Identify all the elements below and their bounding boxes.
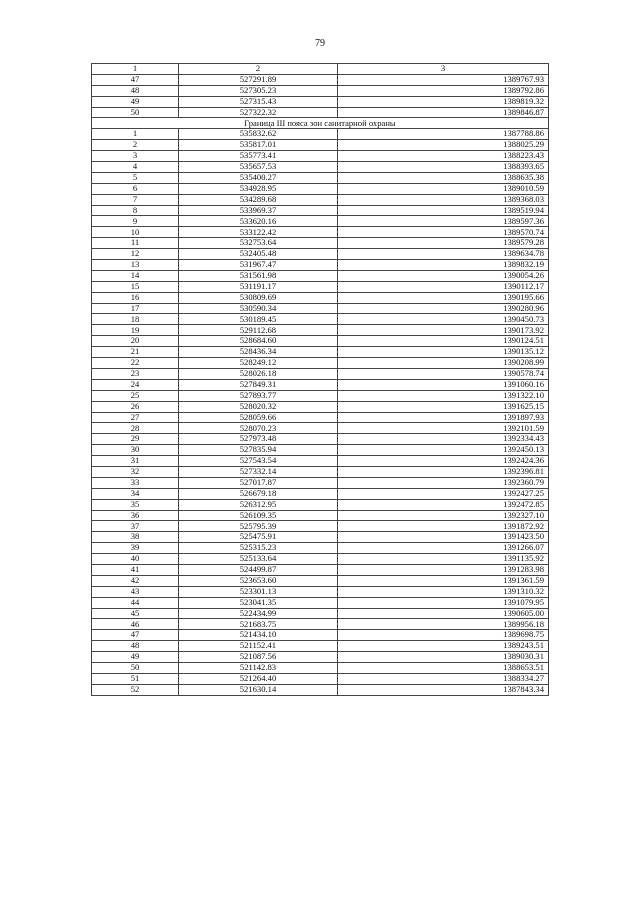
table-row [92, 85, 549, 96]
y-coordinate-cell: 1390135.12 [338, 347, 549, 358]
x-coordinate-cell: 531967.47 [179, 260, 338, 271]
x-coordinate-cell: 528070.23 [179, 423, 338, 434]
table-row [92, 390, 549, 401]
x-coordinate-cell: 521087.56 [179, 652, 338, 663]
x-coordinate-cell: 527315.43 [179, 96, 338, 107]
x-coordinate-cell: 527017.87 [179, 477, 338, 488]
point-number-cell: 28 [92, 423, 179, 434]
section-title: Граница III пояса зон санитарной охраны [92, 118, 549, 129]
table-row [92, 151, 549, 162]
x-coordinate-cell: 528684.60 [179, 336, 338, 347]
point-number-cell: 14 [92, 270, 179, 281]
x-coordinate-cell: 527893.77 [179, 390, 338, 401]
point-number-cell: 51 [92, 673, 179, 684]
y-coordinate-cell: 1390280.96 [338, 303, 549, 314]
y-coordinate-cell: 1389832.19 [338, 260, 549, 271]
x-coordinate-cell: 532753.64 [179, 238, 338, 249]
y-coordinate-cell: 1389570.74 [338, 227, 549, 238]
x-coordinate-cell: 533969.37 [179, 205, 338, 216]
x-coordinate-cell: 521434.10 [179, 630, 338, 641]
table-row [92, 260, 549, 271]
y-coordinate-cell: 1391872.92 [338, 521, 549, 532]
y-coordinate-cell: 1389030.31 [338, 652, 549, 663]
y-coordinate-cell: 1387788.86 [338, 129, 549, 140]
x-coordinate-cell: 530189.45 [179, 314, 338, 325]
y-coordinate-cell: 1390605.00 [338, 608, 549, 619]
y-coordinate-cell: 1389956.18 [338, 619, 549, 630]
point-number-cell: 41 [92, 564, 179, 575]
table-row [92, 205, 549, 216]
y-coordinate-cell: 1390578.74 [338, 368, 549, 379]
table-row [92, 358, 549, 369]
x-coordinate-cell: 527291.89 [179, 74, 338, 85]
point-number-cell: 24 [92, 379, 179, 390]
table-row [92, 336, 549, 347]
x-coordinate-cell: 525315.23 [179, 543, 338, 554]
point-number-cell: 22 [92, 358, 179, 369]
point-number-cell: 7 [92, 194, 179, 205]
table-header-row [92, 64, 549, 75]
table-row [92, 423, 549, 434]
x-coordinate-cell: 528436.34 [179, 347, 338, 358]
y-coordinate-cell: 1389767.93 [338, 74, 549, 85]
x-coordinate-cell: 535832.62 [179, 129, 338, 140]
y-coordinate-cell: 1390054.26 [338, 270, 549, 281]
table-row [92, 183, 549, 194]
table-row [92, 477, 549, 488]
y-coordinate-cell: 1390112.17 [338, 281, 549, 292]
x-coordinate-cell: 526679.18 [179, 488, 338, 499]
column-header-number: 1 [92, 64, 179, 75]
point-number-cell: 12 [92, 249, 179, 260]
table-row [92, 575, 549, 586]
table-row [92, 238, 549, 249]
y-coordinate-cell: 1389634.78 [338, 249, 549, 260]
x-coordinate-cell: 528020.32 [179, 401, 338, 412]
x-coordinate-cell: 528026.18 [179, 368, 338, 379]
point-number-cell: 43 [92, 586, 179, 597]
y-coordinate-cell: 1388393.65 [338, 162, 549, 173]
y-coordinate-cell: 1389698.75 [338, 630, 549, 641]
x-coordinate-cell: 521630.14 [179, 684, 338, 695]
table-row [92, 445, 549, 456]
point-number-cell: 16 [92, 292, 179, 303]
table-row [92, 488, 549, 499]
y-coordinate-cell: 1390173.92 [338, 325, 549, 336]
y-coordinate-cell: 1391897.93 [338, 412, 549, 423]
x-coordinate-cell: 525133.64 [179, 554, 338, 565]
table-row [92, 652, 549, 663]
point-number-cell: 19 [92, 325, 179, 336]
y-coordinate-cell: 1391625.15 [338, 401, 549, 412]
table-row [92, 107, 549, 118]
y-coordinate-cell: 1389519.94 [338, 205, 549, 216]
x-coordinate-cell: 528059.66 [179, 412, 338, 423]
point-number-cell: 2 [92, 140, 179, 151]
table-row [92, 227, 549, 238]
y-coordinate-cell: 1391079.95 [338, 597, 549, 608]
point-number-cell: 20 [92, 336, 179, 347]
table-row [92, 172, 549, 183]
x-coordinate-cell: 523301.13 [179, 586, 338, 597]
table-row [92, 129, 549, 140]
table-row [92, 249, 549, 260]
y-coordinate-cell: 1392472.85 [338, 499, 549, 510]
y-coordinate-cell: 1392101.59 [338, 423, 549, 434]
x-coordinate-cell: 525795.39 [179, 521, 338, 532]
point-number-cell: 34 [92, 488, 179, 499]
x-coordinate-cell: 527305.23 [179, 85, 338, 96]
y-coordinate-cell: 1389597.36 [338, 216, 549, 227]
x-coordinate-cell: 533620.16 [179, 216, 338, 227]
x-coordinate-cell: 535657.53 [179, 162, 338, 173]
point-number-cell: 27 [92, 412, 179, 423]
y-coordinate-cell: 1391283.98 [338, 564, 549, 575]
point-number-cell: 21 [92, 347, 179, 358]
point-number-cell: 47 [92, 630, 179, 641]
x-coordinate-cell: 534289.68 [179, 194, 338, 205]
x-coordinate-cell: 527322.32 [179, 107, 338, 118]
point-number-cell: 3 [92, 151, 179, 162]
table-row [92, 412, 549, 423]
point-number-cell: 13 [92, 260, 179, 271]
y-coordinate-cell: 1390195.66 [338, 292, 549, 303]
y-coordinate-cell: 1391361.59 [338, 575, 549, 586]
x-coordinate-cell: 529112.68 [179, 325, 338, 336]
point-number-cell: 50 [92, 662, 179, 673]
point-number-cell: 42 [92, 575, 179, 586]
y-coordinate-cell: 1392450.13 [338, 445, 549, 456]
x-coordinate-cell: 527332.14 [179, 466, 338, 477]
table-row [92, 586, 549, 597]
table-row [92, 216, 549, 227]
coordinates-table-body [92, 64, 549, 696]
y-coordinate-cell: 1392396.81 [338, 466, 549, 477]
point-number-cell: 50 [92, 107, 179, 118]
x-coordinate-cell: 521683.75 [179, 619, 338, 630]
table-row [92, 673, 549, 684]
table-row [92, 281, 549, 292]
y-coordinate-cell: 1391060.16 [338, 379, 549, 390]
table-row [92, 434, 549, 445]
y-coordinate-cell: 1389579.28 [338, 238, 549, 249]
table-row [92, 292, 549, 303]
x-coordinate-cell: 525475.91 [179, 532, 338, 543]
table-row [92, 162, 549, 173]
point-number-cell: 36 [92, 510, 179, 521]
table-row [92, 630, 549, 641]
x-coordinate-cell: 527543.54 [179, 456, 338, 467]
point-number-cell: 39 [92, 543, 179, 554]
coordinates-table [91, 63, 549, 696]
point-number-cell: 23 [92, 368, 179, 379]
y-coordinate-cell: 1392327.10 [338, 510, 549, 521]
y-coordinate-cell: 1388223.43 [338, 151, 549, 162]
x-coordinate-cell: 531561.98 [179, 270, 338, 281]
point-number-cell: 25 [92, 390, 179, 401]
point-number-cell: 17 [92, 303, 179, 314]
table-row [92, 597, 549, 608]
x-coordinate-cell: 526312.95 [179, 499, 338, 510]
point-number-cell: 32 [92, 466, 179, 477]
y-coordinate-cell: 1388025.29 [338, 140, 549, 151]
y-coordinate-cell: 1389846.87 [338, 107, 549, 118]
y-coordinate-cell: 1391322.10 [338, 390, 549, 401]
table-row [92, 347, 549, 358]
point-number-cell: 48 [92, 85, 179, 96]
y-coordinate-cell: 1392360.79 [338, 477, 549, 488]
table-row [92, 96, 549, 107]
x-coordinate-cell: 532405.48 [179, 249, 338, 260]
y-coordinate-cell: 1390450.73 [338, 314, 549, 325]
point-number-cell: 38 [92, 532, 179, 543]
point-number-cell: 11 [92, 238, 179, 249]
table-row [92, 456, 549, 467]
x-coordinate-cell: 523653.60 [179, 575, 338, 586]
point-number-cell: 26 [92, 401, 179, 412]
point-number-cell: 47 [92, 74, 179, 85]
table-row [92, 684, 549, 695]
table-row [92, 554, 549, 565]
point-number-cell: 30 [92, 445, 179, 456]
point-number-cell: 49 [92, 96, 179, 107]
y-coordinate-cell: 1388653.51 [338, 662, 549, 673]
point-number-cell: 49 [92, 652, 179, 663]
x-coordinate-cell: 521264.40 [179, 673, 338, 684]
x-coordinate-cell: 530590.34 [179, 303, 338, 314]
y-coordinate-cell: 1391135.92 [338, 554, 549, 565]
table-row [92, 140, 549, 151]
x-coordinate-cell: 531191.17 [179, 281, 338, 292]
point-number-cell: 35 [92, 499, 179, 510]
table-row [92, 303, 549, 314]
table-row [92, 325, 549, 336]
table-row [92, 543, 549, 554]
table-row [92, 608, 549, 619]
table-row [92, 499, 549, 510]
point-number-cell: 33 [92, 477, 179, 488]
column-header-y: 3 [338, 64, 549, 75]
x-coordinate-cell: 528249.12 [179, 358, 338, 369]
point-number-cell: 5 [92, 172, 179, 183]
point-number-cell: 37 [92, 521, 179, 532]
point-number-cell: 15 [92, 281, 179, 292]
point-number-cell: 18 [92, 314, 179, 325]
page-number: 79 [315, 38, 325, 49]
y-coordinate-cell: 1392424.36 [338, 456, 549, 467]
y-coordinate-cell: 1389010.59 [338, 183, 549, 194]
point-number-cell: 31 [92, 456, 179, 467]
y-coordinate-cell: 1391423.50 [338, 532, 549, 543]
y-coordinate-cell: 1387843.34 [338, 684, 549, 695]
table-row [92, 532, 549, 543]
table-row [92, 466, 549, 477]
point-number-cell: 8 [92, 205, 179, 216]
table-row [92, 270, 549, 281]
x-coordinate-cell: 535817.01 [179, 140, 338, 151]
table-row [92, 368, 549, 379]
point-number-cell: 40 [92, 554, 179, 565]
x-coordinate-cell: 527849.31 [179, 379, 338, 390]
x-coordinate-cell: 521142.83 [179, 662, 338, 673]
table-row [92, 662, 549, 673]
x-coordinate-cell: 530809.69 [179, 292, 338, 303]
table-row [92, 379, 549, 390]
y-coordinate-cell: 1392334.43 [338, 434, 549, 445]
y-coordinate-cell: 1388635.38 [338, 172, 549, 183]
table-row [92, 74, 549, 85]
y-coordinate-cell: 1390124.51 [338, 336, 549, 347]
x-coordinate-cell: 521152.41 [179, 641, 338, 652]
y-coordinate-cell: 1391266.07 [338, 543, 549, 554]
y-coordinate-cell: 1389243.51 [338, 641, 549, 652]
point-number-cell: 52 [92, 684, 179, 695]
x-coordinate-cell: 534928.95 [179, 183, 338, 194]
point-number-cell: 45 [92, 608, 179, 619]
x-coordinate-cell: 533122.42 [179, 227, 338, 238]
y-coordinate-cell: 1392427.25 [338, 488, 549, 499]
y-coordinate-cell: 1389368.03 [338, 194, 549, 205]
point-number-cell: 29 [92, 434, 179, 445]
table-row [92, 521, 549, 532]
y-coordinate-cell: 1389819.32 [338, 96, 549, 107]
y-coordinate-cell: 1389792.86 [338, 85, 549, 96]
x-coordinate-cell: 535400.27 [179, 172, 338, 183]
x-coordinate-cell: 523041.35 [179, 597, 338, 608]
x-coordinate-cell: 526109.35 [179, 510, 338, 521]
table-row [92, 564, 549, 575]
table-row [92, 641, 549, 652]
point-number-cell: 9 [92, 216, 179, 227]
table-row [92, 194, 549, 205]
point-number-cell: 1 [92, 129, 179, 140]
point-number-cell: 44 [92, 597, 179, 608]
x-coordinate-cell: 524499.87 [179, 564, 338, 575]
table-row [92, 510, 549, 521]
point-number-cell: 10 [92, 227, 179, 238]
x-coordinate-cell: 527973.48 [179, 434, 338, 445]
x-coordinate-cell: 535773.41 [179, 151, 338, 162]
section-title-row [92, 118, 549, 129]
x-coordinate-cell: 522434.99 [179, 608, 338, 619]
point-number-cell: 4 [92, 162, 179, 173]
point-number-cell: 48 [92, 641, 179, 652]
x-coordinate-cell: 527835.94 [179, 445, 338, 456]
y-coordinate-cell: 1390208.99 [338, 358, 549, 369]
table-row [92, 401, 549, 412]
point-number-cell: 46 [92, 619, 179, 630]
column-header-x: 2 [179, 64, 338, 75]
table-row [92, 314, 549, 325]
table-row [92, 619, 549, 630]
y-coordinate-cell: 1388334.27 [338, 673, 549, 684]
y-coordinate-cell: 1391310.32 [338, 586, 549, 597]
point-number-cell: 6 [92, 183, 179, 194]
